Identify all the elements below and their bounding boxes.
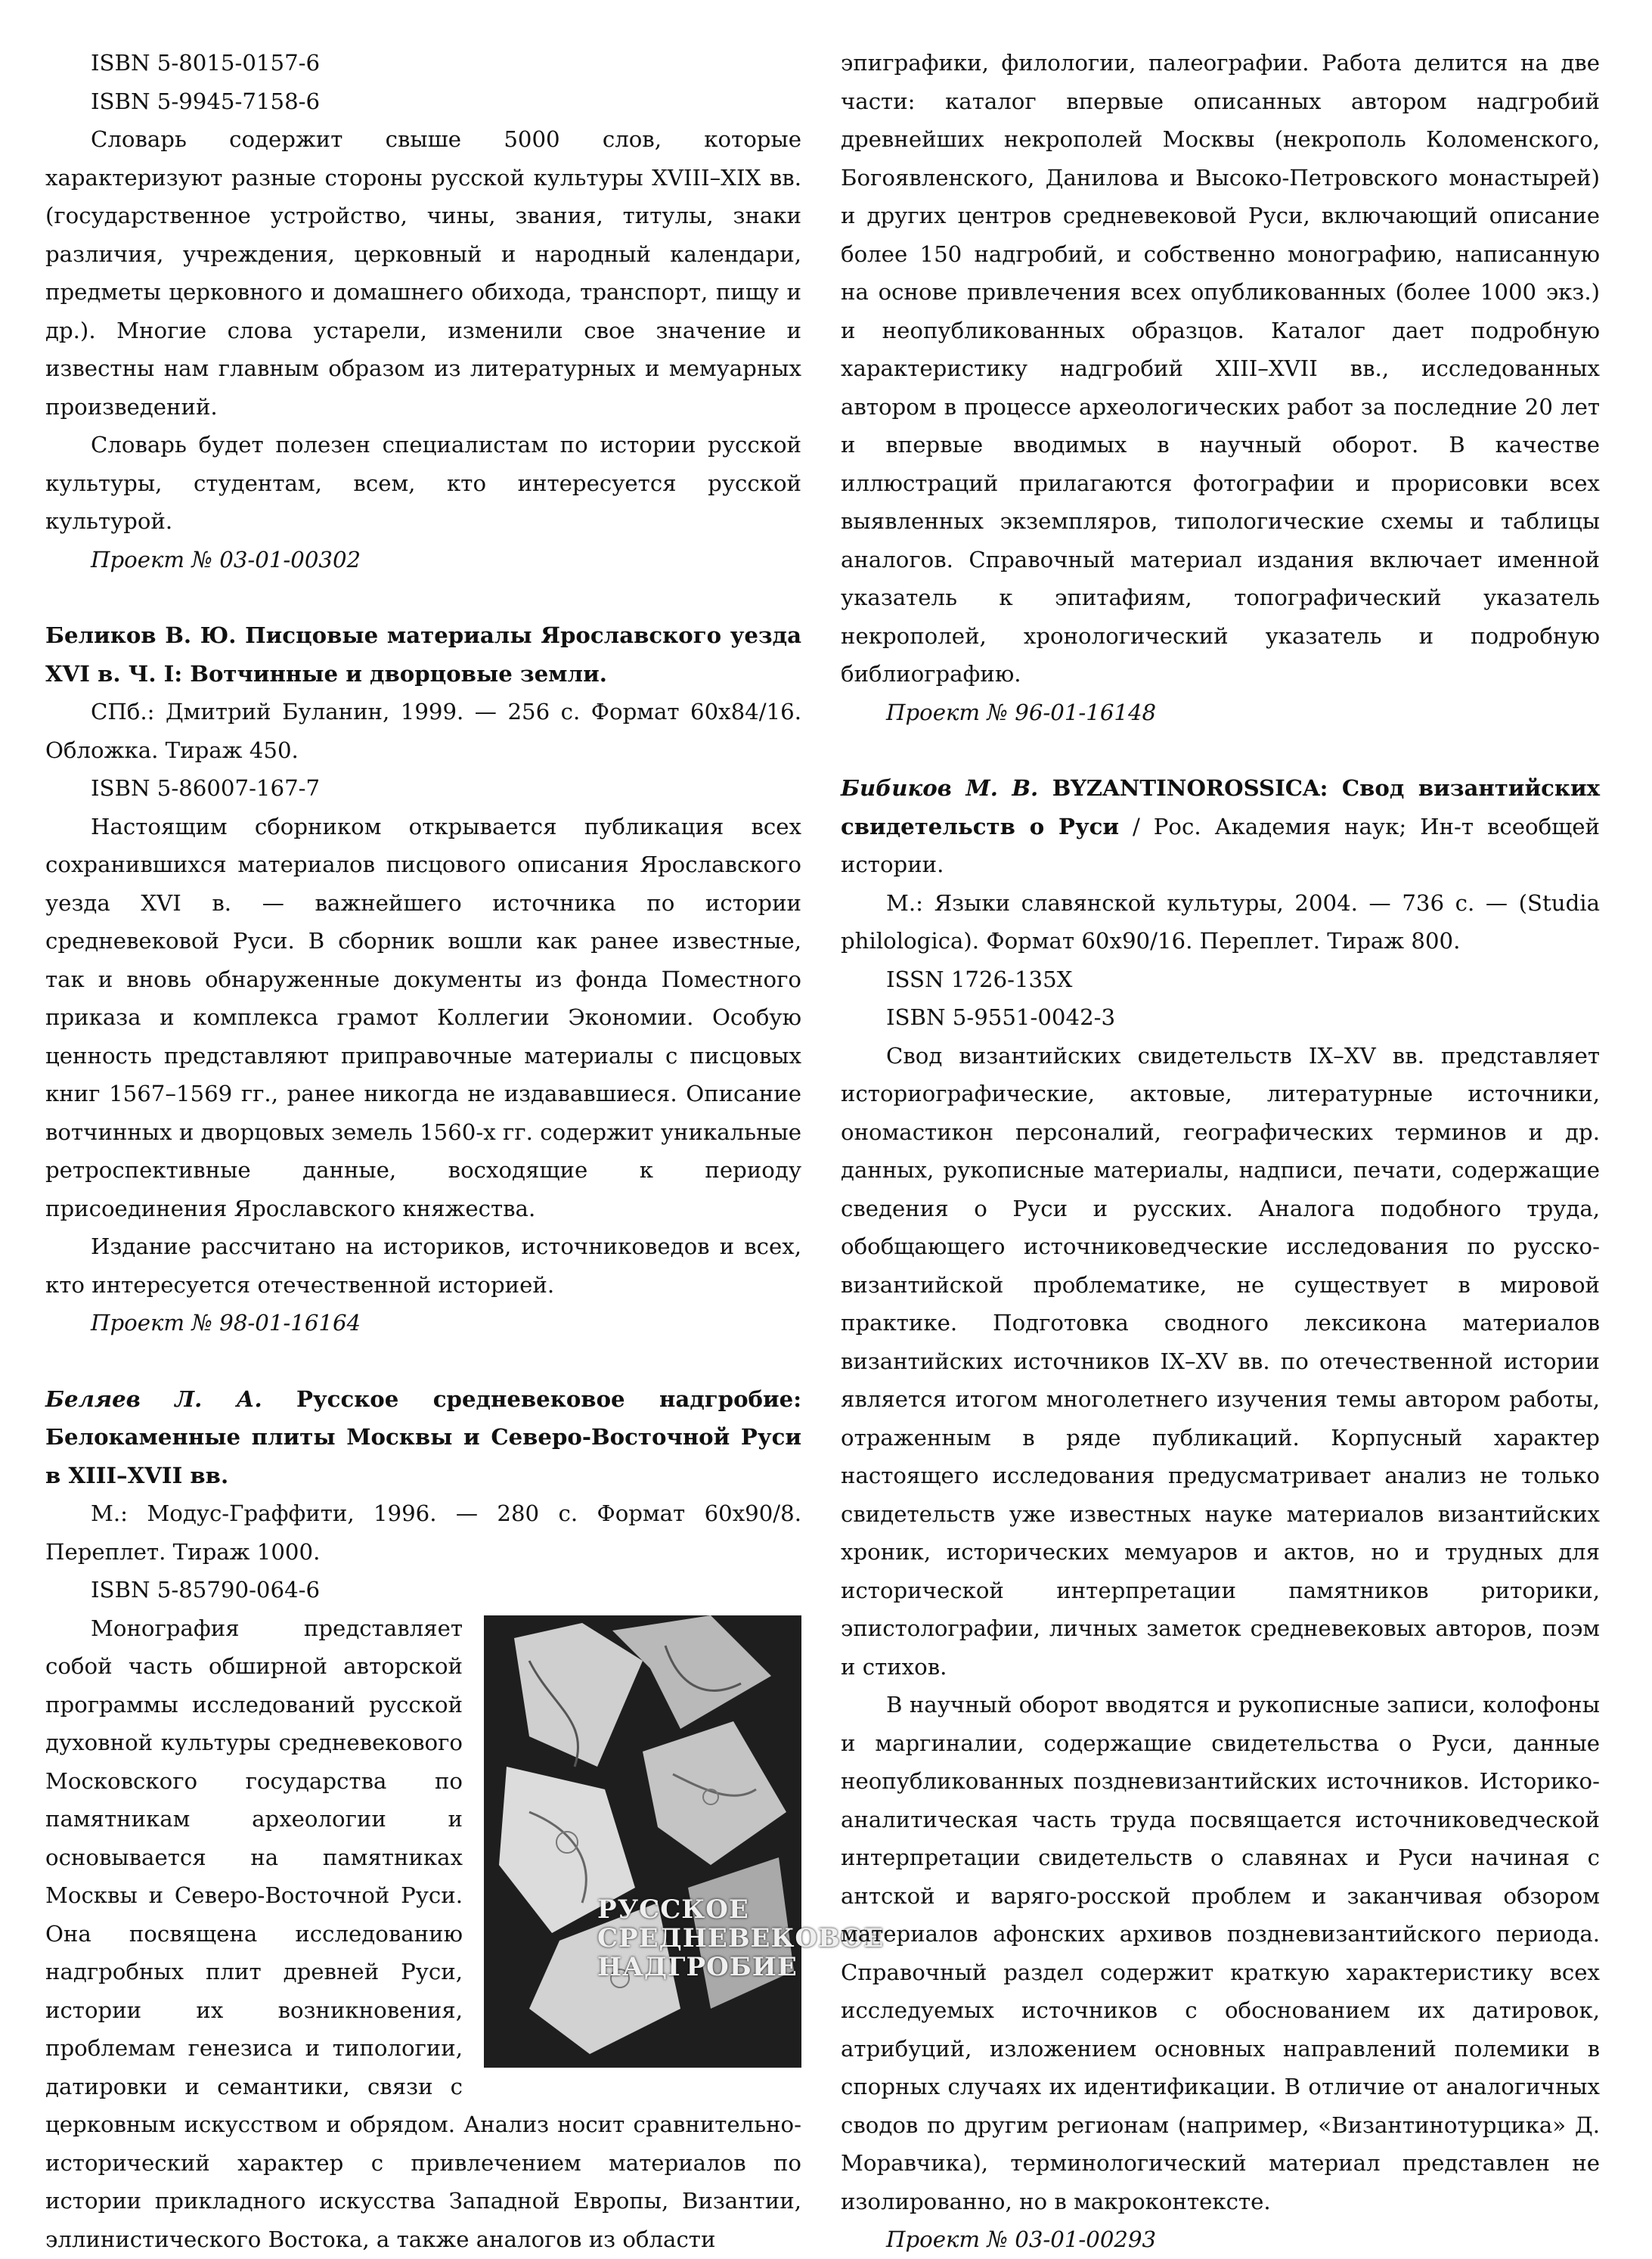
dictionary-audience: Словарь будет полезен специалистам по истории русской культуры, студентам, всем, кто интересуется русской культурой. bbox=[45, 432, 801, 534]
belyaev-entry-title bbox=[45, 1380, 801, 1495]
belyaev-author: Беляев Л. А. bbox=[45, 1385, 262, 1412]
project-number: Проект № 03-01-00302 bbox=[91, 546, 361, 573]
entry-spacer bbox=[841, 731, 1600, 769]
bibikov-description: Свод византийских свидетельств IX–XV вв. представляет историографические, актовые, литературные источники, ономастикон персоналий, географических терминов и др. данных, рукописные материалы, надписи, печати, содержащие сведения о Руси и русских. Аналога подобного труда, обобщающего источниковедческие исследования по русско-византийской проблематике, не существует в мировой практике. Подготовка сводного лексикона материалов византийских источников IX–XV вв. по отечественной истории является итогом многолетнего изучения темы автором работы, отраженным в ряде публикаций. Корпусный характер настоящего исследования предусматривает анализ не только свидетельств уже известных науке материалов византийских хроник, исторических мемуаров и актов, но и трудных для исторической интерпретации памятников риторики, эпистолографии, личных заметок средневековых авторов, поэм и стихов. bbox=[841, 1042, 1600, 1680]
belyaev-book-title: Русское средневековое надгробие: Белокаменные плиты Москвы и Северо-Восточной Руси в XIII–XVII вв. bbox=[45, 1385, 801, 1488]
bibikov-responsibility: / Рос. Академия наук; Ин-т всеобщей истории. bbox=[841, 813, 1601, 877]
entry-spacer bbox=[45, 1342, 801, 1380]
belikov-audience: Издание рассчитано на историков, источниковедов и всех, кто интересуется отечественной историей. bbox=[45, 1233, 801, 1298]
bibikov-imprint: М.: Языки славянской культуры, 2004. — 736 с. — (Studia philologica). Формат 60х90/16. Переплет. Тираж 800. bbox=[841, 889, 1600, 954]
belyaev-imprint: М.: Модус-Граффити, 1996. — 280 с. Формат 60х90/8. Переплет. Тираж 1000. bbox=[45, 1500, 801, 1565]
bibikov-issn: ISSN 1726-135X bbox=[886, 966, 1073, 992]
isbn-line: ISBN 5-9945-7158-6 bbox=[91, 88, 321, 114]
belyaev-description-continued: эпиграфики, филологии, палеографии. Работа делится на две части: каталог впервые описанных автором надгробий древнейших некрополей Москвы (некрополь Коломенского, Богоявленского, Данилова и Высоко-Петровского монастырей) и других центров средневековой Руси, включающий описание более 150 надгробий, и собственно монографию, написанную на основе привлечения всех опубликованных (более 1000 экз.) и неопубликованных образцов. Каталог дает подробную характеристику надгробий XIII–XVII вв., исследованных автором в процессе археологических работ за последние 20 лет и впервые вводимых в научный оборот. В качестве иллюстраций прилагаются фотографии и прорисовки всех выявленных экземпляров, типологические схемы и таблицы аналогов. Справочный материал издания включает именной указатель к эпитафиям, топографический указатель некрополей, хронологический указатель и подробную библиографию. bbox=[841, 50, 1600, 687]
project-number: Проект № 98-01-16164 bbox=[91, 1310, 361, 1336]
bibikov-author: Бибиков М. В. bbox=[841, 775, 1039, 801]
isbn-line: ISBN 5-8015-0157-6 bbox=[91, 50, 321, 76]
left-column bbox=[45, 44, 885, 2258]
project-number: Проект № 96-01-16148 bbox=[886, 699, 1157, 725]
belikov-imprint: СПб.: Дмитрий Буланин, 1999. — 256 с. Формат 60х84/16. Обложка. Тираж 450. bbox=[45, 699, 801, 763]
entry-spacer bbox=[45, 579, 801, 616]
project-number: Проект № 03-01-00293 bbox=[886, 2226, 1157, 2252]
belyaev-description: Монография представляет собой часть обширной авторской программы исследований русской духовной культуры средневекового Московского государства по памятникам археологии и основывается на памятниках Москвы и Северо-Восточной Руси. Она посвящена исследованию надгробных плит древней Руси, истории их возникновения, проблемам генезиса и типологии, датировки и семантики, связи с церковным искусством и обрядом. Анализ носит сравнительно-исторический характер с привлечением материалов по истории прикладного искусства Западной Европы, Византии, эллинистического Востока, а также аналогов из области bbox=[45, 1615, 801, 2252]
book-cover-title: РУССКОЕ СРЕДНЕВЕКОВОЕ НАДГРОБИЕ bbox=[597, 1894, 885, 1982]
dictionary-description: Словарь содержит свыше 5000 слов, которые характеризуют разные стороны русской культуры XVIII–XIX вв. (государственное устройство, чины, звания, титулы, знаки различия, учреждения, церковный и народный календари, предметы церковного и домашнего обихода, транспорт, пищу и др.). Многие слова устарели, изменили свое значение и известны нам главным образом из литературных и мемуарных произведений. bbox=[45, 126, 801, 420]
belyaev-description-block bbox=[45, 1609, 885, 2259]
belikov-description: Настоящим сборником открывается публикация всех сохранившихся материалов писцового описания Ярославского уезда XVI в. — важнейшего источника по истории средневековой Руси. В сборник вошли как ранее известные, так и вновь обнаруженные документы из фонда Поместного приказа и комплекса грамот Коллегии Экономии. Особую ценность представляют приправочные материалы с писцовых книг 1567–1569 гг., ранее никогда не издававшиеся. Описание вотчинных и дворцовых земель 1560-х гг. содержит уникальные ретроспективные данные, восходящие к периоду присоединения Ярославского княжества. bbox=[45, 813, 801, 1221]
belikov-isbn: ISBN 5-86007-167-7 bbox=[91, 775, 321, 801]
book-cover-image bbox=[484, 1615, 885, 2068]
belikov-entry-title: Беликов В. Ю. Писцовые материалы Ярославского уезда XVI в. Ч. I: Вотчинные и дворцовые земли. bbox=[45, 622, 801, 687]
belyaev-isbn: ISBN 5-85790-064-6 bbox=[91, 1577, 321, 1603]
stone-slab-illustration bbox=[484, 1615, 885, 2068]
right-column bbox=[841, 44, 1600, 2259]
bibikov-isbn: ISBN 5-9551-0042-3 bbox=[886, 1004, 1116, 1030]
bibikov-entry-title bbox=[841, 769, 1600, 884]
bibikov-description-2: В научный оборот вводятся и рукописные записи, колофоны и маргиналии, содержащие свидетельства о Руси, данные неопубликованных поздневизантийских источников. Историко-аналитическая часть труда посвящается источниковедческой интерпретации свидетельств о славянах и Руси начиная с антской и варяго-росской проблем и заканчивая обзором материалов афонских архивов поздневизантийского периода. Справочный раздел содержит краткую характеристику всех исследуемых источников с обоснованием их датировок, атрибуций, изложением основных направлений полемики в спорных случаях их идентификации. В отличие от аналогичных сводов по другим регионам (например, «Византинотурцика» Д. Моравчика), терминологический материал представлен не изолированно, но в макроконтексте. bbox=[841, 1692, 1600, 2214]
bibikov-book-title: BYZANTINOROSSICA: Свод византийских свидетельств о Руси bbox=[841, 775, 1600, 839]
